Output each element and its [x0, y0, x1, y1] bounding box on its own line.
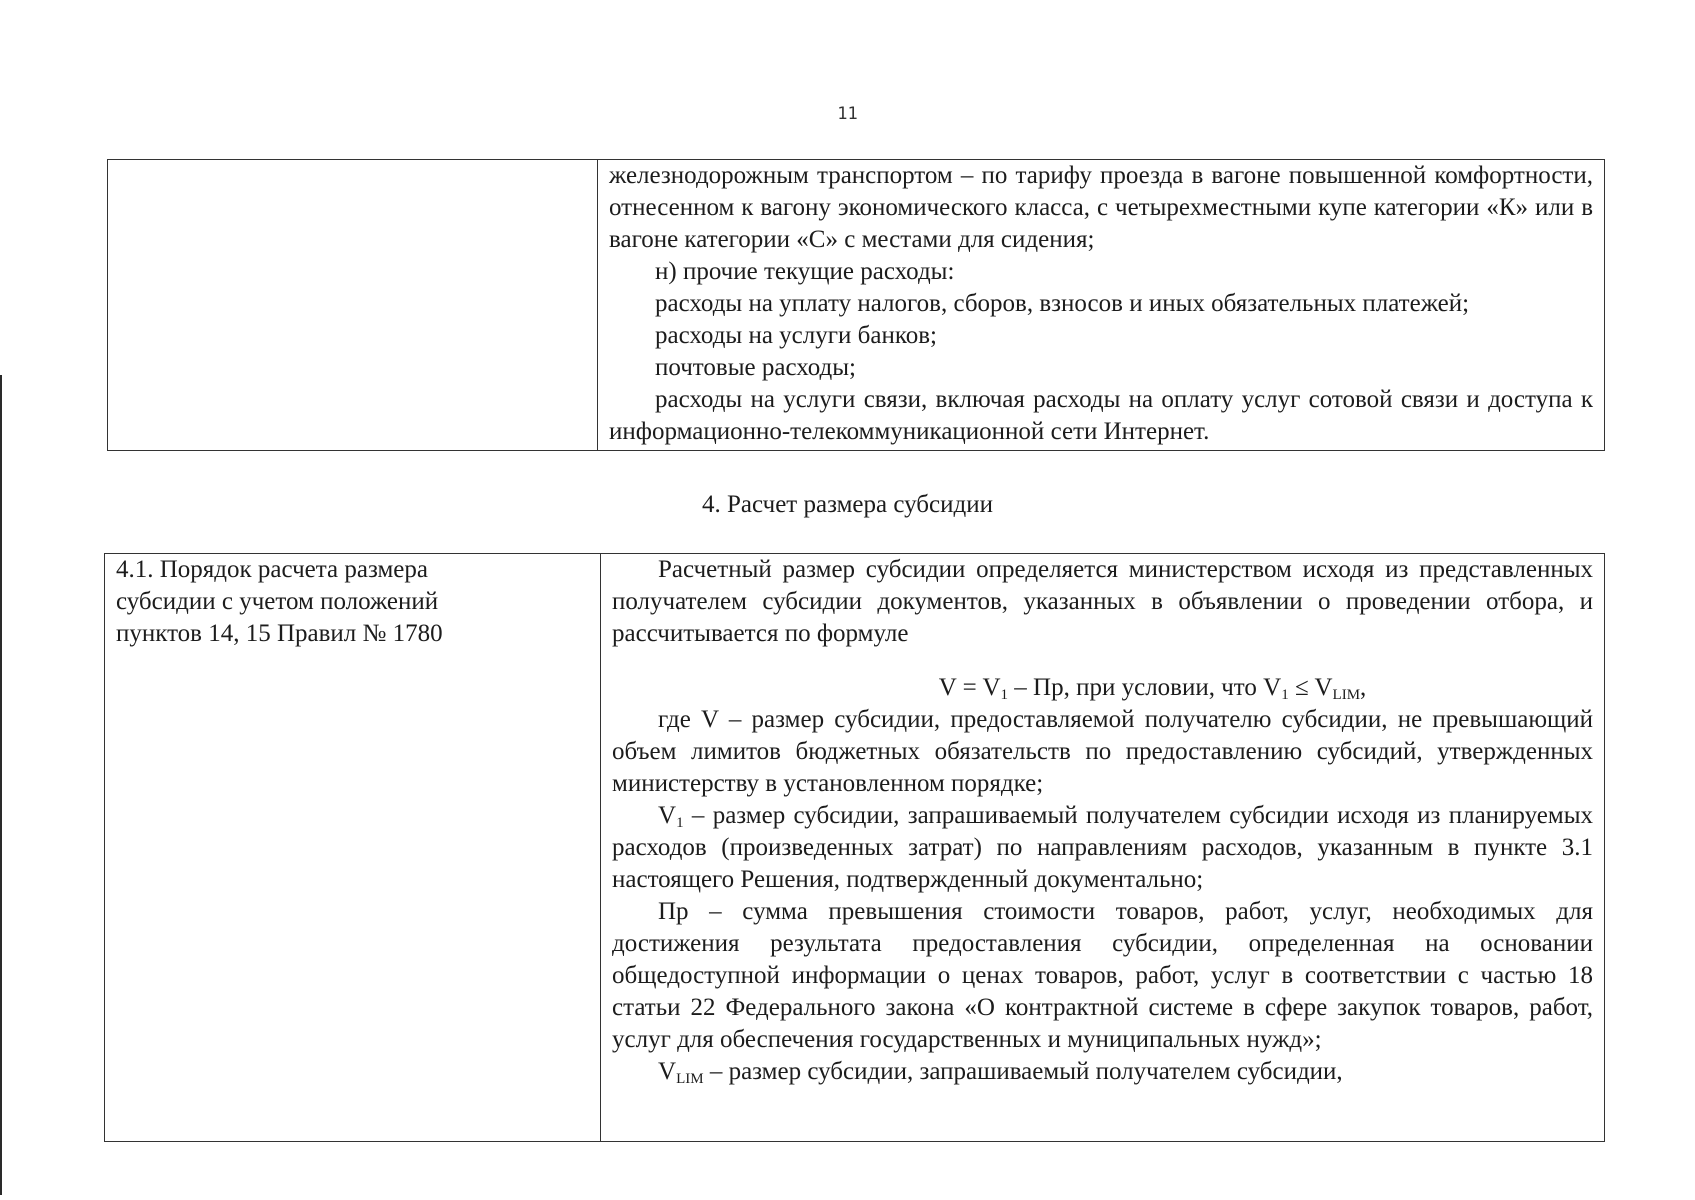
calculation-table — [104, 553, 1605, 1142]
table1-right-cell — [598, 160, 1605, 451]
formula — [612, 672, 1593, 704]
table-row — [108, 160, 1605, 451]
paragraph-bank-services: расходы на услуги банков; — [655, 322, 937, 349]
definition-pr: Пр – сумма превышения стоимости товаров, работ, услуг, необходимых для достижения результата предоставления субсидии, определенная на основании общедоступной информации о ценах товаров, работ, услуг в соответствии с частью 18 статьи 22 Федерального закона «О контрактной системе в сфере закупок товаров, работ, услуг для обеспечения государственных и муниципальных нужд»; — [612, 898, 1593, 1053]
formula-subscript: 1 — [1000, 687, 1009, 703]
symbol: V — [658, 802, 677, 829]
paragraph-rail-transport: железнодорожным транспортом – по тарифу проезда в вагоне повышенной комфортности, отнесенном к вагону экономического класса, с четырехместными купе категории «К» или в вагоне категории «С» с местами для сидения; — [609, 162, 1593, 253]
definition-text: – размер субсидии, запрашиваемый получателем субсидии исходя из планируемых расходов (произведенных затрат) по направлениям расходов, указанным в пункте 3.1 настоящего Решения, подтвержденный документально; — [612, 802, 1593, 893]
page-number: 11 — [837, 104, 858, 124]
table1-left-cell — [108, 160, 598, 451]
formula-part: ≤ V — [1288, 674, 1333, 701]
table-row — [105, 554, 1605, 1142]
continuation-table — [107, 159, 1605, 451]
formula-part: V = V — [938, 674, 1001, 701]
definition-v1 — [612, 800, 1593, 896]
formula-subscript: 1 — [1281, 687, 1289, 703]
section-heading: 4. Расчет размера субсидии — [702, 491, 993, 518]
definition-v: где V – размер субсидии, предоставляемой получателю субсидии, не превышающий объем лимитов бюджетных обязательств по предоставлению субсидий, утвержденных министерству в установленном порядке; — [612, 706, 1593, 797]
formula-subscript: LIM — [1332, 687, 1361, 703]
paragraph-intro: Расчетный размер субсидии определяется министерством исходя из представленных получателем субсидии документов, указанных в объявлении о проведении отбора, и рассчитывается по формуле — [612, 556, 1593, 647]
formula-part: – Пр, при условии, что V — [1008, 674, 1282, 701]
paragraph-other-expenses-heading: н) прочие текущие расходы: — [655, 258, 955, 285]
paragraph-postal: почтовые расходы; — [655, 354, 857, 381]
table2-right-cell — [601, 554, 1605, 1142]
symbol-subscript: LIM — [676, 1071, 704, 1087]
symbol: V — [658, 1058, 677, 1085]
definition-vlim — [612, 1056, 1593, 1088]
paragraph-communication: расходы на услуги связи, включая расходы на оплату услуг сотовой связи и доступа к информационно-телекоммуникационной сети Интернет. — [609, 386, 1593, 445]
formula-part: , — [1360, 674, 1367, 701]
table2-left-cell: 4.1. Порядок расчета размера субсидии с учетом положений пунктов 14, 15 Правил № 1780 — [105, 554, 601, 1142]
definition-text: – размер субсидии, запрашиваемый получателем субсидии, — [703, 1058, 1343, 1085]
paragraph-taxes: расходы на уплату налогов, сборов, взносов и иных обязательных платежей; — [655, 290, 1470, 317]
symbol-subscript: 1 — [676, 815, 684, 831]
